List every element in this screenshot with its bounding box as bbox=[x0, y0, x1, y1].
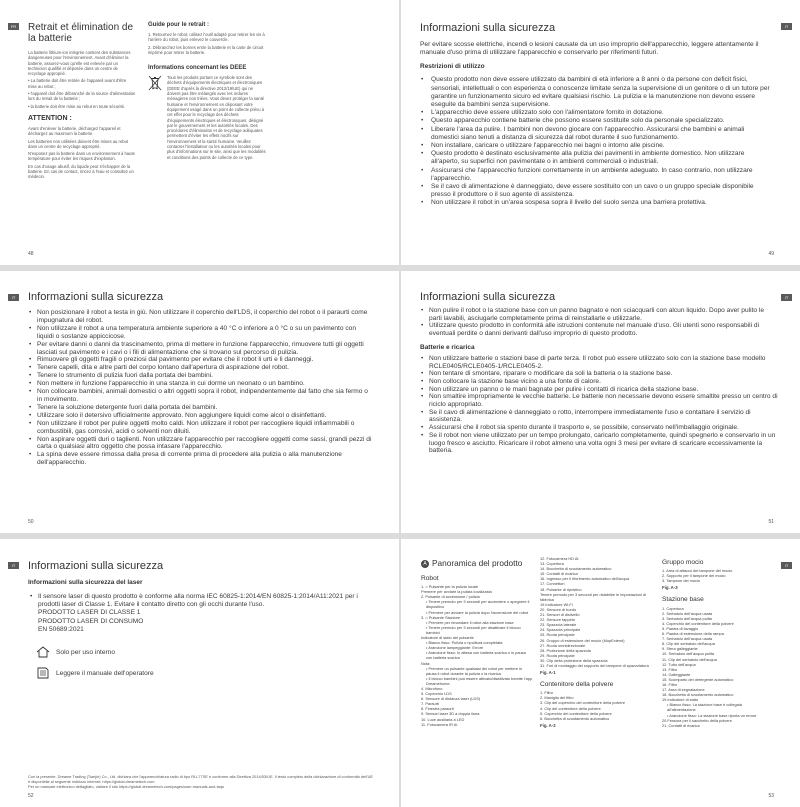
component-item: 15. Scomparto del detergente automatico bbox=[662, 676, 734, 682]
component-item: 17. Connettori bbox=[540, 581, 565, 587]
mop-items bbox=[662, 568, 770, 583]
guide-text bbox=[148, 32, 266, 55]
bullet-item: • Rimuovere gli oggetti fragili o preziosi dal pavimento per evitare che il robot li urti e li danneggi. bbox=[28, 356, 374, 364]
bullet-item: • Liberare l'area da pulire. I bambini non devono giocare con l'apparecchio. Assicurarsi che bambini e animali domestici siano tenuti a distanza di sicurezza dal robot durante il suo funzionamento. bbox=[420, 126, 772, 142]
component-item: 12. Fotocamera HD AI bbox=[540, 556, 579, 561]
component-item: 11. Fotocamera IR AI bbox=[421, 721, 458, 727]
component-item: • Il blocco bambini può essere attivato/disattivato tramite l'app Dreamehome. bbox=[426, 675, 533, 686]
component-item: • Bianco fisso: Pulizia o ripulitura completata bbox=[426, 640, 503, 646]
component-item: 28. Protezione della spazzola bbox=[540, 647, 591, 653]
laser-standard-line: EN 50689:2021 bbox=[38, 625, 84, 633]
container-items bbox=[540, 690, 653, 721]
content bbox=[420, 22, 772, 208]
component-item: 3. ⌂ Pulsante Stazione bbox=[421, 614, 461, 620]
component-item: 20.Fessura per il sacchetto della polvere bbox=[662, 717, 732, 723]
component-item: 6. Sensore di distanza laser (LDS) bbox=[421, 696, 481, 702]
laser-consumer-line: PRODOTTO LASER DI CONSUMO bbox=[38, 617, 144, 625]
component-item: Tenere premuto per 3 secondi per ristabilire le impostazioni di fabbrica bbox=[540, 591, 646, 602]
page-title: Informazioni sulla sicurezza bbox=[28, 291, 164, 303]
language-tag: IT bbox=[8, 294, 19, 301]
component-item: Premere per avviare la pulizia localizzata bbox=[421, 589, 492, 595]
figure-a2-label: Fig. A-2 bbox=[540, 722, 556, 728]
bullet-item: • Tenere la soluzione detergente fuori dalla portata dei bambini. bbox=[28, 404, 374, 412]
bullet-item: • Se il cavo di alimentazione è danneggiato, deve essere sostituito con un cavo o un gruppo speciale disponibile presso il produttore o il suo agente di assistenza. bbox=[420, 183, 772, 199]
guide-column bbox=[148, 22, 266, 160]
container-label: Contenitore della polvere bbox=[540, 681, 614, 689]
attention-title: ATTENTION : bbox=[28, 114, 72, 122]
bullet-item: • Non utilizzare il robot in un'area sospesa sopra il livello del suolo senza una barriera protettiva. bbox=[420, 199, 772, 207]
bullet-item: • Non utilizzare il robot per pulire oggetti molto caldi. Non utilizzare il robot per raccogliere liquidi infiammabili o combustibili, gas corrosivi, acidi o solventi non diluiti. bbox=[28, 420, 374, 436]
page-50 bbox=[0, 271, 399, 533]
content bbox=[420, 291, 778, 455]
battery-list bbox=[420, 355, 778, 455]
page-title: Informazioni sulla sicurezza bbox=[420, 22, 556, 34]
component-item: • Tenere premuto per 3 secondi per disattivare il blocco bambini bbox=[426, 624, 521, 635]
component-item: 21. Contatti di ricarica bbox=[662, 722, 700, 728]
component-item: 13. Filtro bbox=[662, 666, 678, 672]
page-number: 53 bbox=[768, 793, 774, 799]
component-item: 1. ⌂ Pulsante per la pulizia locale bbox=[421, 584, 479, 590]
page-53 bbox=[401, 539, 800, 807]
robot-items bbox=[421, 584, 533, 727]
component-item: 12. Tubo dell'acqua bbox=[662, 661, 696, 667]
paragraph: • la batterie doit être mise au rebut en toute sécurité. bbox=[28, 103, 126, 109]
page-48 bbox=[0, 0, 399, 265]
component-item: 13. Copertura bbox=[540, 561, 564, 567]
component-item: Nota: bbox=[421, 660, 431, 666]
content bbox=[28, 291, 374, 467]
section-title: Batterie e ricarica bbox=[420, 343, 475, 351]
indoor-use-symbol bbox=[36, 646, 115, 658]
bullet-item: • Questo prodotto è destinato esclusivamente alla pulizia dei pavimenti in ambiente domestico. Non utilizzare all'aperto, su superfici non pavimentate o in ambienti commerciali o industriali. bbox=[420, 150, 772, 166]
laser-info bbox=[29, 593, 374, 634]
page-number: 48 bbox=[28, 251, 34, 257]
laser-class-line: PRODOTTO LASER DI CLASSE 1 bbox=[38, 609, 141, 617]
station-column bbox=[662, 556, 770, 728]
component-item: 6. Bocchetta di svuotamento automatico bbox=[540, 715, 610, 721]
component-item: 4. Clip del contenitore della polvere bbox=[540, 705, 601, 711]
bullet-item: • Se il robot non viene utilizzato per un tempo prolungato, caricarlo completamente, quindi spegnerlo e conservarlo in un luogo fresco e asciutto. Ricaricare il robot almeno una volta ogni 3 mesi per evitare di scaricare eccessivamente la batteria. bbox=[420, 432, 778, 455]
component-item: 21. Sensori di dislivello bbox=[540, 612, 580, 618]
component-item: 4. Coperchio del contenitore della polvere bbox=[662, 620, 734, 626]
language-tag: IT bbox=[8, 562, 19, 569]
page-number: 49 bbox=[768, 251, 774, 257]
component-item: 2. Maniglia del filtro bbox=[540, 695, 574, 701]
safety-list bbox=[28, 309, 374, 467]
overview-title bbox=[421, 560, 533, 568]
component-item: 1. Copertura bbox=[662, 605, 684, 611]
component-item: 5. Piastra di lavaggio bbox=[662, 625, 699, 631]
component-item: 17. Area di segnalazione bbox=[662, 687, 705, 693]
component-item: 7. Paraurti bbox=[421, 701, 439, 707]
station-items bbox=[662, 606, 770, 728]
component-item: 6. Piastra di estensione della rampa bbox=[662, 631, 724, 637]
page-number: 51 bbox=[768, 519, 774, 525]
language-tag: IT bbox=[781, 23, 792, 30]
component-item: 1. Filtro bbox=[540, 690, 553, 696]
intro-text: Per evitare scosse elettriche, incendi o lesioni causate da un uso improprio dell'apparecchio, leggere attentamente il manuale d'uso prima di utilizzare l'apparecchio e conservarlo per riferimenti futuri. bbox=[420, 41, 759, 57]
component-item: • Tenere premuto per 3 secondi per accendere o spegnere il dispositivo bbox=[426, 599, 530, 610]
bullet-item: • Non utilizzare un panno o le mani bagnate per pulire i contatti di ricarica della stazione base. bbox=[420, 386, 778, 394]
house-icon bbox=[36, 646, 50, 658]
component-item: 9. Sfera galleggiante bbox=[662, 646, 698, 652]
language-tag: IT bbox=[781, 562, 792, 569]
component-item: • Arancione lampeggiante: Errore bbox=[426, 645, 484, 651]
component-item: • Premere per avviare la pulizia dopo l'accensione del robot bbox=[426, 609, 529, 615]
mop-label: Gruppo mocio bbox=[662, 559, 704, 566]
component-item: 24. Spazzola principale bbox=[540, 627, 581, 633]
overview-title-text: Panoramica del prodotto bbox=[432, 558, 523, 569]
component-item: 18. Bocchetta di svuotamento automatico bbox=[662, 692, 734, 698]
paragraph: Avant d'enlever la batterie, déchargez l'appareil et déchargez au maximum la batterie. bbox=[28, 125, 121, 137]
bullet-item: • Assicurarsi che l'apparecchio funzioni correttamente in un ambiente adeguato. In caso contrario, non utilizzare l'apparecchio. bbox=[420, 167, 772, 183]
component-item: 8. Finestra paraurti bbox=[421, 706, 454, 712]
component-item: • Premere per rimandare il robot alla stazione base bbox=[426, 619, 514, 625]
bullet-item: • Non aspirare oggetti duri o taglienti. Non utilizzare l'apparecchio per raccogliere oggetti come sassi, grandi pezzi di carta o qualsiasi altro oggetto che possa intasare l'apparecchio. bbox=[28, 436, 374, 452]
component-item: 20. Sensore di bordo bbox=[540, 606, 577, 612]
restrictions-list bbox=[420, 76, 772, 207]
laser-line: • Il sensore laser di questo prodotto è conforme alla norma IEC 60825-1:2014/EN 60825-1:2014/A11:2021 per i prodotti laser di Classe 1. Evitare il contatto diretto con gli occhi durante l'uso. bbox=[29, 593, 374, 609]
page-49 bbox=[401, 0, 800, 265]
bullet-item: • Non utilizzare batterie o stazioni base di parte terza. Il robot può essere utilizzato solo con la stazione base modello RCLE0405/RCLE0405-1/RCLE0405-2. bbox=[420, 355, 778, 370]
bullet-item: • Non tentare di smontare, riparare o modificare da soli la batteria o la stazione base. bbox=[420, 370, 778, 378]
page-number: 52 bbox=[28, 793, 34, 799]
robot-column-2 bbox=[540, 556, 653, 735]
page-title: Informazioni sulla sicurezza bbox=[420, 291, 556, 303]
component-item: 2. Supporto per il tampone del mocio bbox=[662, 573, 726, 579]
bullet-item: • Utilizzare questo prodotto in conformità alle istruzioni contenute nel manuale d'uso. Gli utenti sono responsabili di eventuali perdite o danni derivanti dall'uso improprio di questo prodotto. bbox=[420, 322, 778, 337]
component-item: 27. Ruota omnidirezionale bbox=[540, 642, 586, 648]
component-item: 18. Pulsante di ripristino bbox=[540, 586, 582, 592]
bullet-item: • Per evitare danni o danni da trascinamento, prima di mettere in funzione l'apparecchio, rimuovere tutti gli oggetti lasciati sul pavimento e i cavi o i fili di alimentazione che si trovano sul percorso di pulizia. bbox=[28, 341, 374, 357]
bullet-item: • Tenere capelli, dita e altre parti del corpo lontano dall'apertura di aspirazione del robot. bbox=[28, 364, 374, 372]
component-item: • Arancione fisso: In attesa con batteria scarica o in pausa con batteria scarica bbox=[426, 650, 526, 661]
attention-text bbox=[28, 126, 136, 180]
robot-items-continued bbox=[540, 556, 653, 668]
paragraph: N'exposez pas la batterie dans un environnement à haute température pour éviter les risques d'explosion. bbox=[28, 151, 135, 162]
bullet-item: • Non mettere in funzione l'apparecchio in una stanza in cui dorme un neonato o un bambino. bbox=[28, 380, 374, 388]
bullet-item: • Tenere lo strumento di pulizia fuori dalla portata dei bambini. bbox=[28, 372, 374, 380]
paragraph: La batterie lithium-ion intégrée contient des substances dangereuses pour l'environnement. Avant d'éliminer la batterie, assurez-vous qu'elle est enlevée par un technicien qualifié et déposée dans un centre de recyclage approprié. bbox=[28, 50, 131, 77]
declaration-text: Con la presente, Dreame Trading (Tianjin) Co., Ltd. dichiara che l'apparecchiatura radio di tipo RLL77SE è conforme alla Direttiva 2014/53/UE. Il testo completo della dichiarazione di conformità dell'UE è disponibile al seguente indirizzo internet: https://global.dreametech.com bbox=[28, 774, 373, 784]
component-item: 14. Bocchetta di svuotamento automatico bbox=[540, 566, 612, 572]
bullet-item: • Non collocare la stazione base vicino a una fonte di calore. bbox=[420, 378, 778, 386]
component-item: 15. Contatti di ricarica bbox=[540, 571, 578, 577]
bullet-item: • Se il cavo di alimentazione è danneggiato o rotto, interrompere immediatamente l'uso e contattare il servizio di assistenza. bbox=[420, 409, 778, 424]
paragraph: • La batterie doit être retirée de l'appareil avant d'être mise au rebut ; bbox=[28, 78, 127, 89]
component-item: • Bianco fisso: La stazione base è collegata all'alimentazione bbox=[667, 702, 742, 713]
figure-a3-label: Fig. A-3 bbox=[662, 585, 678, 591]
component-item: 7. Serbatoio dell'acqua usata bbox=[662, 636, 713, 642]
page-number: 50 bbox=[28, 519, 34, 525]
bullet-item: • Non posizionare il robot a testa in giù. Non utilizzare il coperchio dell'LDS, il coperchio del robot o il paraurti come impugnatura del robot. bbox=[28, 309, 374, 325]
component-item: 16. Ingresso per il riforimento automatico dell'acqua bbox=[540, 576, 629, 582]
weee-title: Informations concernant les DEEE bbox=[148, 65, 247, 72]
content bbox=[28, 560, 374, 634]
bullet-item: • Non pulire il robot o la stazione base con un panno bagnato e non sciacquarli con alcun liquido. Dopo aver pulito le parti lavabili, asciugarle completamente prima di reinstallarle e utilizzarle. bbox=[420, 307, 778, 322]
section-title: Informazioni sulla sicurezza del laser bbox=[28, 579, 143, 586]
component-item: • Arancione fisso: La stazione base riporta un errore bbox=[667, 712, 757, 718]
language-tag: FR bbox=[8, 23, 19, 30]
component-item: 5. Coperchio del contenitore della polvere bbox=[540, 710, 612, 716]
component-item: 16. Filtro bbox=[662, 681, 678, 687]
bullet-item: • Non smaltire impropriamente le vecchie batterie. Le batterie non necessarie devono essere smaltite presso un centro di riciclo appropriato. bbox=[420, 393, 778, 408]
component-item: 10. Luce ausiliaria a LED bbox=[421, 716, 465, 722]
weee-text: Tous les produits portant ce symbole sont des déchets d'équipements électriques et électroniques (DEEE d'après la directive 2012/19/UE) qui ne doivent pas être mélangés avec les ordures ménagères non triées. Vous devez protéger la santé humaine et l'environnement en déposant votre équipement usagé dans un point de collecte prévu à cet effet pour le recyclage des déchets d'équipements électriques et électroniques, désigné par le gouvernement et les autorités locales. Des procédures d'élimination et de recyclage adéquates permettent d'éviter les effets nocifs sur l'environnement et la santé humaine. Veuillez contacter l'installateur ou les autorités locales pour plus d'informations sur le site, ainsi que les modalités et conditions des points de collecte de ce type. bbox=[167, 75, 266, 160]
component-item: 19.Indicatore di stato bbox=[662, 697, 699, 703]
bullet-item: • Utilizzare solo il detersivo ufficialmente approvato. Non aggiungere liquidi come alcol o disinfettanti. bbox=[28, 412, 374, 420]
component-item: 9. Sensori laser 3D a doppia linea bbox=[421, 711, 480, 717]
component-item: Indicatore di stato del pulsante bbox=[421, 635, 474, 641]
component-item: 8. Clip del serbatoio dell'acqua bbox=[662, 641, 715, 647]
paragraph: 2. Débranchez les bornes entre la batterie et la carte de circuit imprimé pour retirer la batterie. bbox=[148, 44, 264, 55]
component-item: 14. Galleggiante bbox=[662, 671, 691, 677]
station-label: Stazione base bbox=[662, 596, 704, 604]
component-item: 5. Coperchio LDS bbox=[421, 691, 452, 697]
crossed-bin-icon bbox=[148, 75, 162, 91]
component-item: 30. Clip della protezione della spazzola bbox=[540, 657, 608, 663]
panel-letter-badge: A bbox=[421, 560, 429, 568]
paragraph: 1. Retournez le robot, utilisez l'outil adapté pour retirer les vis à l'arrière du robot, puis enlevez le couvercle. bbox=[148, 32, 265, 43]
component-item: 25. Ruota principale bbox=[540, 632, 575, 638]
component-item: 3. Serbatoio dell'acqua pulita bbox=[662, 615, 712, 621]
section-title: Restrizioni di utilizzo bbox=[420, 63, 485, 71]
manual-link-text: Per un manuale elettronico dettagliato, visitare il sito https://global.dreametech.com/pages/user-manuals-and-faqs bbox=[28, 784, 224, 789]
language-tag: IT bbox=[781, 294, 792, 301]
component-item: 29. Ruota principale bbox=[540, 652, 575, 658]
removal-column bbox=[28, 22, 136, 182]
indoor-use-label: Solo per uso interno bbox=[56, 648, 116, 656]
component-item: 31. Fori di montaggio del supporto del tampone di spazzolatura bbox=[540, 662, 649, 668]
paragraph: Les batteries non utilisées doivent être mises au rebut dans un centre de recyclage approprié. bbox=[28, 138, 129, 149]
weee-block bbox=[148, 75, 266, 160]
component-item: 10. Serbatoio dell'acqua pulita bbox=[662, 651, 715, 657]
page-title: Informazioni sulla sicurezza bbox=[28, 560, 164, 572]
bullet-item: • La spina deve essere rimossa dalla presa di corrente prima di procedere alla pulizia o alla manutenzione dell'apparecchio. bbox=[28, 451, 374, 467]
component-item: 26. Gruppo di estensione del mocio (MopExtend) bbox=[540, 637, 625, 643]
bullet-item: • Non collocare bambini, animali domestici o altri oggetti sopra il robot, indipendentemente dal fatto che sia fermo o in movimento. bbox=[28, 388, 374, 404]
guide-title: Guide pour le retrait : bbox=[148, 22, 210, 28]
read-manual-symbol bbox=[36, 667, 154, 679]
page-title: Retrait et élimination de la batterie bbox=[28, 22, 134, 44]
component-item: 4. Microfono bbox=[421, 685, 443, 691]
robot-label: Robot bbox=[421, 575, 439, 582]
safety-list bbox=[420, 307, 778, 338]
component-item: 3. Clip del coperchio del contenitore della polvere bbox=[540, 700, 625, 706]
component-item: 19.Indicatore Wi-Fi bbox=[540, 601, 573, 607]
component-item: 2. Pulsante di accensione / pulizia bbox=[421, 594, 480, 600]
bullet-item: • Questo prodotto non deve essere utilizzato da bambini di età inferiore a 8 anni o da persone con deficit fisici, sensoriali, intellettuali o con esperienza o conoscenze limitate senza la supervisione di un genitore o di un tutore per garantire un funzionamento sicuro ed evitare qualsiasi rischio. La pulizia e la manutenzione non devono essere eseguite da bambini senza supervisione. bbox=[420, 76, 772, 109]
removal-text bbox=[28, 50, 136, 109]
component-item: 3. Tampone del mocio bbox=[662, 578, 700, 584]
bullet-item: • Non installare, caricare o utilizzare l'apparecchio nei bagni o intorno alle piscine. bbox=[420, 142, 772, 150]
bullet-item: • Questo apparecchio contiene batterie che possono essere sostituite solo da personale specializzato. bbox=[420, 117, 772, 125]
component-item: 2. Serbatoio dell'acqua usata bbox=[662, 610, 713, 616]
component-item: 11. Clip del serbatoio dell'acqua bbox=[662, 656, 717, 662]
paragraph: • l'appareil doit être débranché de la source d'alimentation lors du retrait de la batterie ; bbox=[28, 91, 136, 102]
manual-icon bbox=[36, 667, 50, 679]
page-51 bbox=[401, 271, 800, 533]
figure-a1-label: Fig. A-1 bbox=[540, 670, 556, 676]
read-manual-label: Leggere il manuale dell'operatore bbox=[56, 669, 154, 677]
paragraph: En cas d'usage abusif, du liquide peut s'échapper de la batterie. En cas de contact, rincez à l'eau et consultez un médecin. bbox=[28, 163, 134, 180]
bullet-item: • Non utilizzare il robot a una temperatura ambiente superiore a 40 °C o inferiore a 0 °C o su un pavimento con liquidi o sostanze appiccicose. bbox=[28, 325, 374, 341]
bullet-item: • L'apparecchio deve essere utilizzato solo con l'alimentatore fornito in dotazione. bbox=[420, 109, 772, 117]
declaration-footer bbox=[28, 774, 373, 789]
component-item: • Premere un pulsante qualsiasi del robot per mettere in pausa il robot durante la pulizia o la ricarica. bbox=[426, 665, 523, 676]
component-item: 22. Sensore tappeto bbox=[540, 617, 576, 623]
bullet-item: • Assicurarsi che il robot sia spento durante il trasporto e, se possibile, conservato nell'imballaggio originale. bbox=[420, 424, 778, 432]
robot-column bbox=[421, 556, 533, 727]
component-item: 1. Area di attacco del tampone del mocio bbox=[662, 568, 733, 574]
component-item: 23. Spazzola laterale bbox=[540, 622, 577, 628]
page-52 bbox=[0, 539, 399, 807]
